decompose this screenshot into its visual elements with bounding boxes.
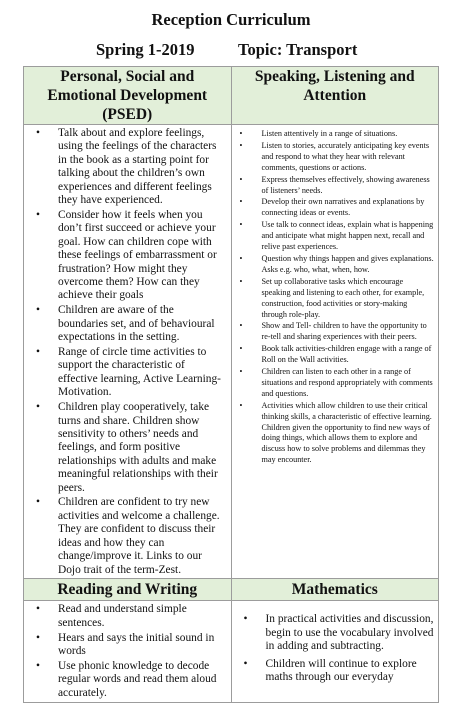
list-item: • Children play cooperatively, take turns and share. Children show sensitivity to others’ needs and feelings, and form positive relationships with adults and make meaningful relationships with their peers. bbox=[58, 401, 227, 495]
list-item: • Children can listen to each other in a range of situations and respond appropriately with comments and questions. bbox=[262, 367, 435, 400]
list-item: • Use talk to connect ideas, explain what is happening and anticipate what might happen next, recall and relive past experiences. bbox=[262, 220, 435, 253]
list-item: • Question why things happen and gives explanations. Asks e.g. who, what, when, how. bbox=[262, 254, 435, 276]
sla-list bbox=[232, 125, 439, 466]
list-item: • Use phonic knowledge to decode regular words and read them aloud accurately. bbox=[58, 660, 227, 700]
maths-heading: Mathematics bbox=[231, 579, 439, 601]
psed-heading: Personal, Social and Emotional Development (PSED) bbox=[24, 67, 232, 125]
list-item: • Hears and says the initial sound in words bbox=[58, 632, 227, 659]
list-item: • Children are confident to try new activities and welcome a challenge. They are confident to discuss their ideas and how they can change/improve it. Links to our Dojo trait of the term-Zest. bbox=[58, 496, 227, 576]
page-title: Reception Curriculum bbox=[151, 10, 311, 29]
topic-label: Topic: Transport bbox=[238, 40, 358, 59]
term-label: Spring 1-2019 bbox=[96, 40, 195, 59]
reading-list bbox=[24, 601, 231, 700]
list-item: • Show and Tell- children to have the opportunity to re-tell and sharing experiences with their peers. bbox=[262, 321, 435, 343]
list-item: • Activities which allow children to use their critical thinking skills, a characteristic of effective learning. Children given the opportunity to find new ways of doing things, which allows them to explore and discuss how to solve problems and dilemmas they may encounter. bbox=[262, 401, 435, 466]
psed-cell bbox=[24, 125, 232, 579]
list-item: • Consider how it feels when you don’t first succeed or achieve your goal. How can children cope with these feelings of embarrassment or frustration? How might they overcome them? How can they achieve their goals bbox=[58, 209, 227, 303]
list-item: • Read and understand simple sentences. bbox=[58, 603, 227, 630]
list-item: • Range of circle time activities to support the characteristic of effective learning, Active Learning-Motivation. bbox=[58, 346, 227, 400]
sla-cell bbox=[231, 125, 439, 579]
list-item: • Listen attentively in a range of situations. bbox=[262, 129, 435, 140]
reading-heading: Reading and Writing bbox=[24, 579, 232, 601]
list-item: • Children will continue to explore maths through our everyday bbox=[266, 658, 435, 685]
list-item: • Listen to stories, accurately anticipating key events and respond to what they hear with relevant comments, questions or actions. bbox=[262, 141, 435, 174]
list-item: • Set up collaborative tasks which encourage speaking and listening to each other, for example, construction, food activities or story-making through role-play. bbox=[262, 277, 435, 321]
maths-list bbox=[232, 601, 439, 684]
curriculum-table bbox=[23, 66, 439, 703]
list-item: • Express themselves effectively, showing awareness of listeners’ needs. bbox=[262, 175, 435, 197]
list-item: • In practical activities and discussion, begin to use the vocabulary involved in adding and subtracting. bbox=[266, 613, 435, 653]
list-item: • Book talk activities-children engage with a range of Roll on the Wall activities. bbox=[262, 344, 435, 366]
list-item: • Develop their own narratives and explanations by connecting ideas or events. bbox=[262, 197, 435, 219]
sla-heading: Speaking, Listening and Attention bbox=[231, 67, 439, 125]
maths-cell bbox=[231, 601, 439, 702]
list-item: • Talk about and explore feelings, using the feelings of the characters in the book as a starting point for talking about the children’s own experiences and different feelings they have experienced. bbox=[58, 127, 227, 207]
reading-cell bbox=[24, 601, 232, 702]
psed-list bbox=[24, 125, 231, 577]
list-item: • Children are aware of the boundaries set, and of behavioural expectations in the setting. bbox=[58, 304, 227, 344]
